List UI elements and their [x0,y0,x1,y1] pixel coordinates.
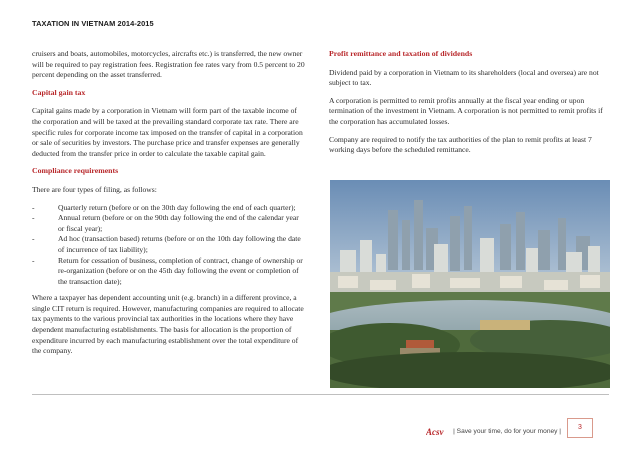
svg-text:Acsv: Acsv [426,427,444,436]
footer-tagline: | Save your time, do for your money | [453,428,561,435]
acsv-logo [426,427,450,436]
remittance-paragraph: A corporation is permitted to remit profits annually at the fiscal year ending or upon termination of the investment in Vietnam. A corporation is not permitted to remit profits if the corporation has accumulated losses. [329,95,603,126]
list-dash: - [32,234,35,244]
list-item-text: Quarterly return (before or on the 30th day following the end of each quarter); [58,202,296,212]
skyline-illustration [330,180,610,388]
page-number: 3 [567,418,593,438]
list-dash: - [32,202,35,212]
dividend-paragraph: Dividend paid by a corporation in Vietnam to its shareholders (local and oversea) are not subject to tax. [329,67,599,88]
compliance-intro: There are four types of filing, as follows: [32,184,157,194]
list-item [32,213,307,234]
list-item-text: Annual return (before or on the 90th day following the end of the calendar year or fiscal year); [58,213,299,233]
capital-gain-heading: Capital gain tax [32,87,86,97]
compliance-heading: Compliance requirements [32,166,119,176]
notification-paragraph: Company are required to notify the tax authorities of the plan to remit profits at least 7 working days before the scheduled remittance. [329,134,592,155]
list-dash: - [32,255,35,265]
left-column [32,49,307,364]
right-column [329,49,609,163]
city-skyline-photo [330,180,610,388]
intro-paragraph: cruisers and boats, automobiles, motorcycles, aircrafts etc.) is transferred, the new owner will be required to pay registration fees. Registration fee rates vary from 0.5 percent to 20 percent depending on the asset transferred. [32,49,305,80]
list-item-text: Ad hoc (transaction based) returns (before or on the 10th day following the date of incurrence of tax liability); [58,234,301,254]
list-item-text: Return for cessation of business, completion of contract, change of ownership or re-organization (before or on the 45th day following the event or completion of the transaction date); [58,255,303,286]
running-header: TAXATION IN VIETNAM 2014-2015 [32,19,154,28]
profit-remittance-heading: Profit remittance and taxation of dividends [329,49,473,58]
list-item [32,203,307,214]
filing-list [32,203,307,288]
closing-paragraph: Where a taxpayer has dependent accounting unit (e.g. branch) in a different province, a single CIT return is required. However, manufacturing companies are required to allocate tax payments to the various provincial tax authorities in the locations where they have dependent manufacturing establishments. The basis for allocation is the proportion of expenditure incurred by each manufacturing establishment over the total expenditure of the company. [32,293,304,356]
list-item [32,256,307,288]
footer [426,427,561,436]
footer-rule [32,394,609,395]
list-item [32,234,307,255]
list-dash: - [32,213,35,223]
capital-gain-paragraph: Capital gains made by a corporation in Vietnam will form part of the taxable income of the corporation and will be taxed at the prevailing standard corporate tax rate. There are specific rules for corporate income tax imposed on the transfer of capital in a corporation or sale of securities by investors. The purchase price and transfer expenses are generally deducted from the transfer price in order to calculate the taxable capital gain. [32,106,303,158]
